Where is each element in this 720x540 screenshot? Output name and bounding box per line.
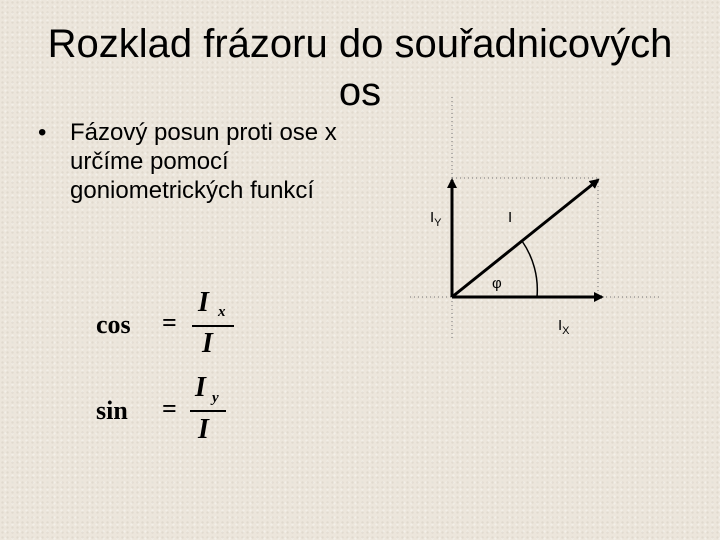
cos-denominator: I (202, 328, 213, 359)
sin-numerator: I (195, 372, 206, 403)
bullet-marker: • (38, 119, 47, 146)
slide-title-line-2: os (338, 70, 382, 114)
cos-subscript: x (218, 304, 226, 320)
sin-denominator: I (198, 414, 209, 445)
slide-title-line-1: Rozklad frázoru do souřadnicových (47, 22, 673, 66)
sin-subscript: y (212, 390, 219, 406)
bullet-text: Fázový posun proti ose x určíme pomocí goniometrických funkcí (70, 119, 337, 204)
cos-function: cos (96, 310, 131, 339)
cos-equals: = (162, 308, 177, 337)
angle-arc (522, 241, 537, 297)
i-phasor-vector (452, 180, 598, 297)
cos-numerator: I (198, 287, 209, 318)
sin-function: sin (96, 396, 128, 425)
i-label: I (508, 209, 513, 226)
ix-label: $I_X$ (558, 317, 570, 337)
sin-equals: = (162, 394, 177, 423)
iy-label: $I_Y$ (430, 209, 442, 229)
phi-label: φ (492, 275, 502, 292)
